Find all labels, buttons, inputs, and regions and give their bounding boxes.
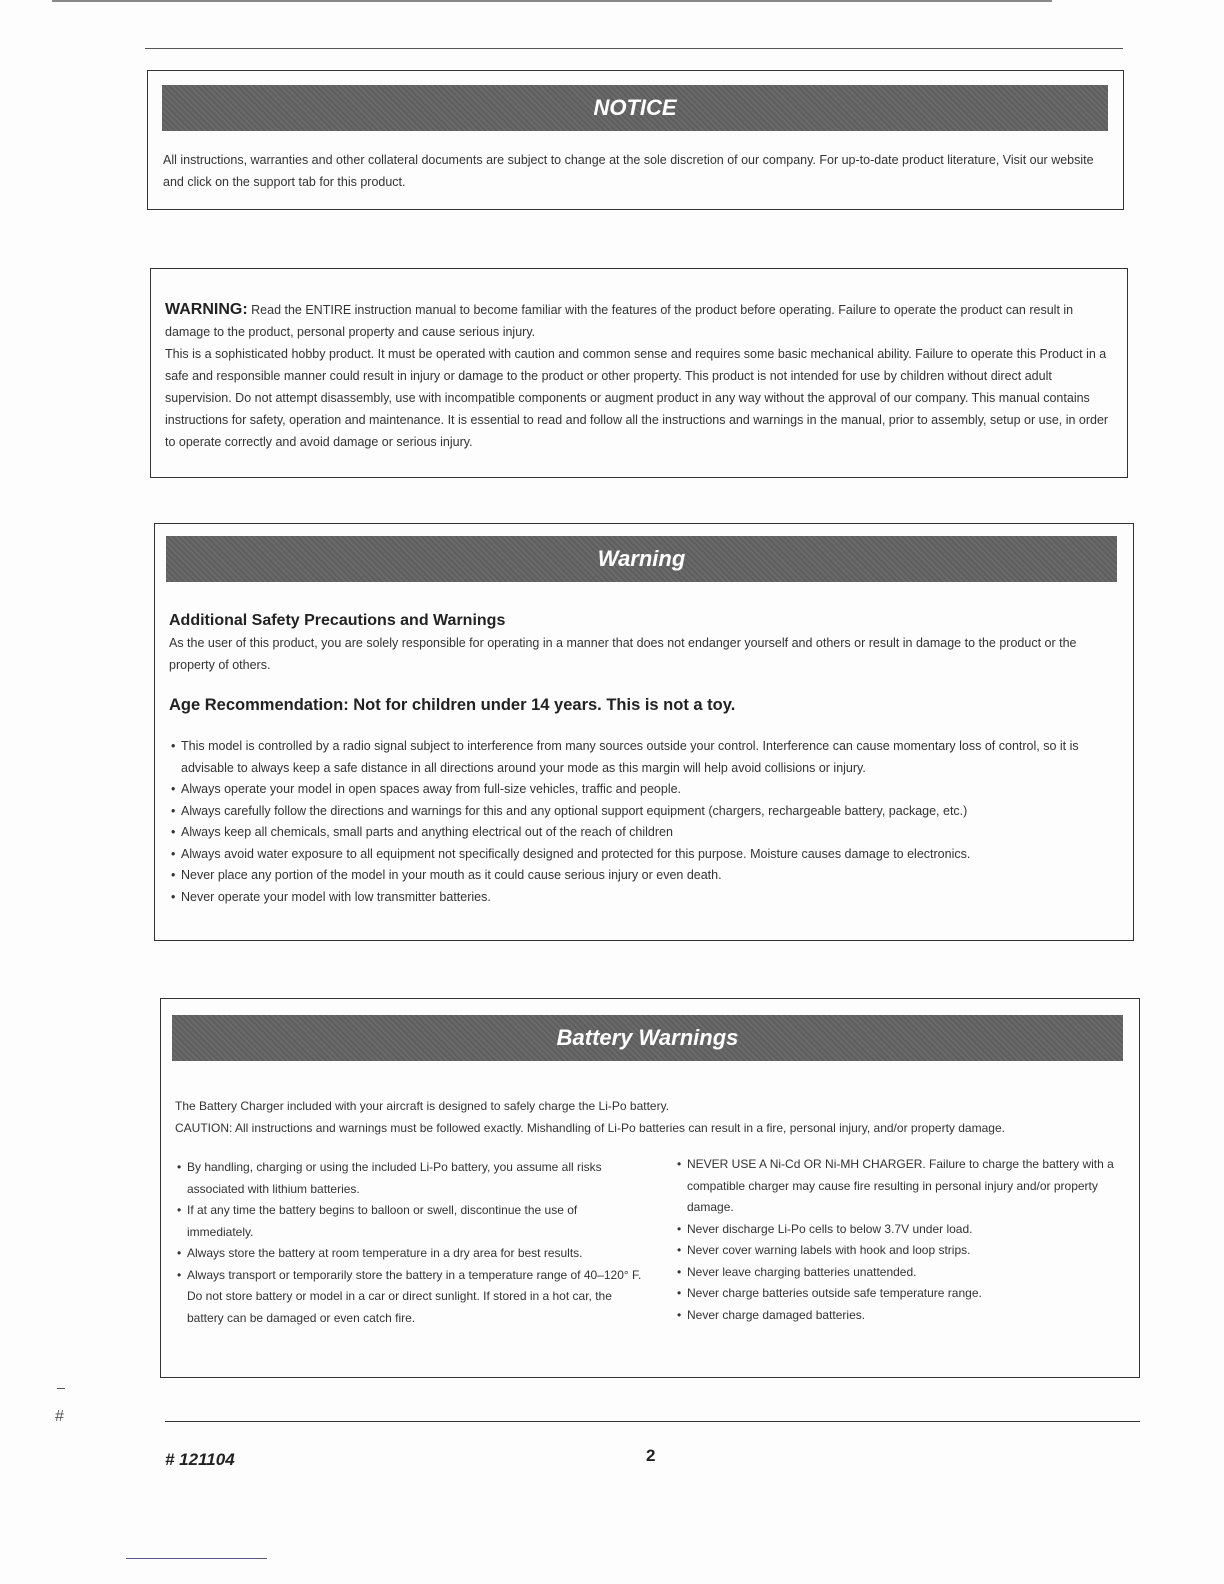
footer-rule bbox=[165, 1421, 1140, 1422]
battery-bullet: • Always transport or temporarily store the battery in a temperature range of 40–120° F. Do not store battery or model in a car or direct sunlight. If stored in a hot car, the battery can be damaged or even catch fire. bbox=[177, 1265, 647, 1330]
safety-intro bbox=[169, 632, 1117, 676]
battery-bullet: • Never charge damaged batteries. bbox=[677, 1305, 1129, 1327]
safety-bullet: • Always carefully follow the directions and warnings for this and any optional support equipment (chargers, rechargeable battery, package, etc.) bbox=[171, 801, 1101, 823]
battery-bullet: • Never cover warning labels with hook and loop strips. bbox=[677, 1240, 1129, 1262]
safety-bullet: • Always operate your model in open spaces away from full-size vehicles, traffic and people. bbox=[171, 779, 1101, 801]
notice-text bbox=[163, 149, 1108, 193]
page-number: 2 bbox=[646, 1446, 656, 1465]
safety-banner bbox=[166, 536, 1117, 582]
product-code: # 121104 bbox=[165, 1450, 235, 1469]
age-recommendation: Age Recommendation: Not for children under 14 years. This is not a toy. bbox=[169, 696, 736, 714]
safety-bullet: • Always keep all chemicals, small parts and anything electrical out of the reach of children bbox=[171, 822, 1101, 844]
safety-bullet: • Never operate your model with low transmitter batteries. bbox=[171, 887, 1101, 909]
battery-bullet: • Always store the battery at room temperature in a dry area for best results. bbox=[177, 1243, 647, 1265]
warning-text bbox=[165, 299, 1113, 453]
warning-lead: WARNING: bbox=[165, 301, 248, 318]
safety-bullet-list bbox=[171, 736, 1101, 908]
warning-box bbox=[150, 268, 1128, 478]
battery-bullet: • NEVER USE A Ni-Cd OR Ni-MH CHARGER. Failure to charge the battery with a compatible charger may cause fire resulting in personal injury and/or property damage. bbox=[677, 1154, 1129, 1219]
safety-bullet: • Always avoid water exposure to all equipment not specifically designed and protected for this purpose. Moisture causes damage to electronics. bbox=[171, 844, 1101, 866]
notice-title: NOTICE bbox=[593, 95, 677, 120]
warning-paragraph-1 bbox=[165, 299, 1113, 343]
bottom-edge-line bbox=[126, 1558, 267, 1559]
header-rule bbox=[145, 48, 1123, 49]
battery-bullet: • If at any time the battery begins to balloon or swell, discontinue the use of immediately. bbox=[177, 1200, 647, 1243]
battery-bullet: • By handling, charging or using the included Li-Po battery, you assume all risks associated with lithium batteries. bbox=[177, 1157, 647, 1200]
warning-paragraph-2: This is a sophisticated hobby product. It must be operated with caution and common sense and requires some basic mechanical ability. Failure to operate this Product in a safe and responsible manner could result in injury or damage to the product or other property. This product is not intended for use by children without direct adult supervision. Do not attempt disassembly, use with incompatible components or augment product in any way without the approval of our company. This manual contains instructions for safety, operation and maintenance. It is essential to read and follow all the instructions and warnings in the manual, prior to assembly, setup or use, in order to operate correctly and avoid damage or serious injury. bbox=[165, 347, 1109, 449]
safety-bullet: • This model is controlled by a radio signal subject to interference from many sources outside your control. Interference can cause momentary loss of control, so it is advisable to always keep a safe distance in all directions around your mode as this margin will help avoid collisions or injury. bbox=[171, 736, 1101, 779]
notice-paragraph: All instructions, warranties and other collateral documents are subject to change at the sole discretion of our company. For up-to-date product literature, Visit our website and click on the support tab for this product. bbox=[163, 153, 1094, 189]
notice-banner bbox=[162, 85, 1108, 131]
notice-box bbox=[147, 70, 1124, 210]
safety-intro-text: As the user of this product, you are solely responsible for operating in a manner that does not endanger yourself and others or result in damage to the product or the property of others. bbox=[169, 636, 1077, 672]
battery-right-bullets bbox=[677, 1154, 1129, 1326]
battery-bullet: • Never discharge Li-Po cells to below 3.7V under load. bbox=[677, 1219, 1129, 1241]
safety-title: Warning bbox=[597, 546, 686, 571]
margin-dash bbox=[57, 1388, 65, 1389]
margin-hash-mark: # bbox=[55, 1408, 64, 1425]
safety-box bbox=[154, 523, 1134, 941]
battery-line-1: The Battery Charger included with your aircraft is designed to safely charge the Li-Po battery. bbox=[175, 1099, 670, 1113]
battery-box bbox=[160, 998, 1140, 1378]
battery-intro bbox=[175, 1095, 1130, 1139]
warning-text-1: Read the ENTIRE instruction manual to become familiar with the features of the product before operating. Failure to operate the product can result in damage to the product, personal property and cause serious injury. bbox=[165, 303, 1074, 339]
battery-left-bullets bbox=[177, 1157, 647, 1329]
battery-banner bbox=[172, 1015, 1123, 1061]
battery-bullet: • Never charge batteries outside safe temperature range. bbox=[677, 1283, 1129, 1305]
battery-bullet: • Never leave charging batteries unattended. bbox=[677, 1262, 1129, 1284]
battery-line-2: CAUTION: All instructions and warnings must be followed exactly. Mishandling of Li-Po batteries can result in a fire, personal injury, and/or property damage. bbox=[175, 1121, 1005, 1135]
page-edge-line bbox=[52, 0, 1052, 2]
safety-bullet: • Never place any portion of the model in your mouth as it could cause serious injury or even death. bbox=[171, 865, 1101, 887]
battery-title: Battery Warnings bbox=[556, 1025, 739, 1050]
safety-heading: Additional Safety Precautions and Warnings bbox=[169, 612, 506, 629]
